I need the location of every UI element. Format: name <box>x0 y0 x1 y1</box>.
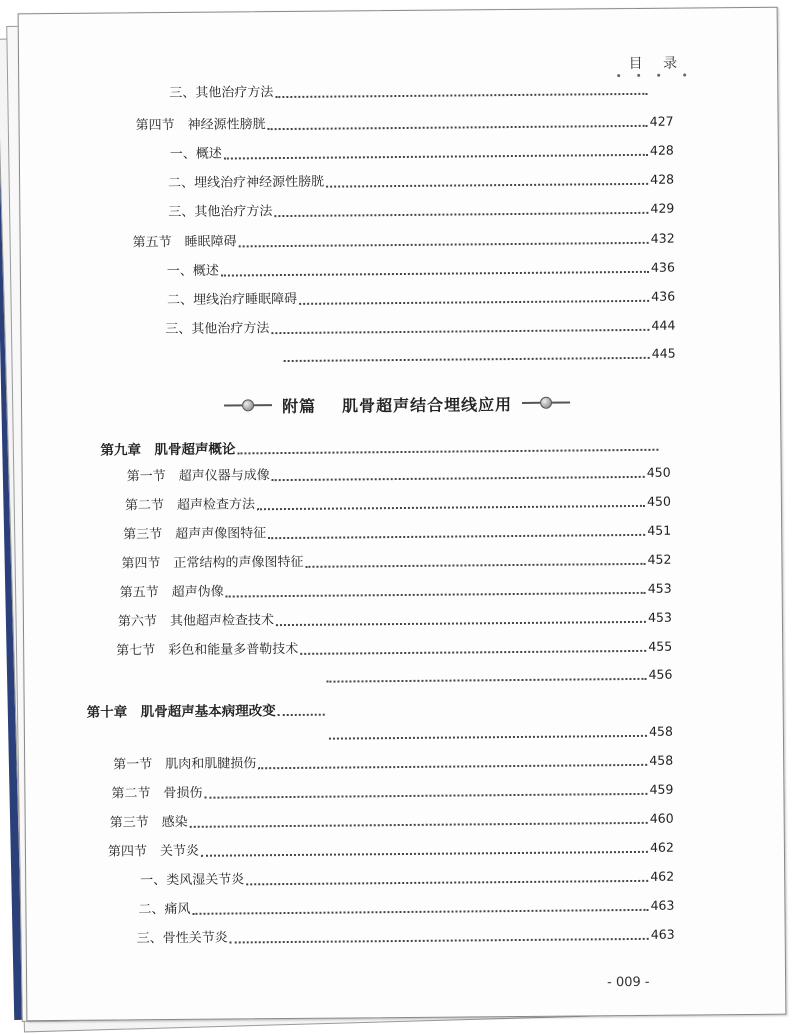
dot-leader <box>326 678 646 683</box>
toc-entry-page: 450 <box>646 493 671 509</box>
toc-entry[interactable] <box>110 810 674 833</box>
toc-entry-page: 436 <box>651 288 676 304</box>
dot-leader <box>221 271 649 277</box>
chapter-title: 第九章 肌骨超声概论 <box>100 441 236 459</box>
toc-entry[interactable] <box>116 638 672 661</box>
toc-entry-page: 429 <box>650 200 675 216</box>
toc-entry-label: 二、埋线治疗神经源性膀胱 <box>168 174 325 192</box>
toc-entry-label: 三、其他治疗方法 <box>165 321 270 338</box>
toc-entry-page: 452 <box>647 551 672 567</box>
dot-leader <box>300 650 646 655</box>
dot-leader <box>278 714 325 716</box>
toc-entry-label: 第五节 超声伪像 <box>119 584 224 601</box>
toc-entry-page: 462 <box>650 868 675 884</box>
toc-entry-label: 一、类风湿关节炎 <box>140 872 245 889</box>
toc-entry-label: 第四节 神经源性膀胱 <box>135 117 266 134</box>
toc-entry[interactable] <box>170 142 674 164</box>
running-head-ornament <box>613 70 703 81</box>
toc-entry-label: 第五节 睡眠障碍 <box>132 234 237 251</box>
toc-entry-label: 三、其他治疗方法 <box>169 85 274 102</box>
toc-entry-page: 460 <box>649 810 674 826</box>
toc-entry-page: 428 <box>649 142 674 158</box>
dot-leader <box>237 449 658 455</box>
dot-leader <box>190 822 648 828</box>
toc-entry[interactable] <box>167 288 675 310</box>
dot-leader <box>246 880 648 886</box>
dot-leader <box>284 357 650 362</box>
dot-leader <box>201 851 648 857</box>
toc-entry-label: 三、骨性关节炎 <box>136 930 228 947</box>
toc-entry[interactable] <box>136 113 674 136</box>
toc-entry-label: 第一节 肌肉和肌腱损伤 <box>113 756 257 773</box>
toc-entry-label: 三、其他治疗方法 <box>168 204 273 221</box>
toc-entry-page: 451 <box>647 522 672 538</box>
appendix-title: 肌骨超声结合埋线应用 <box>341 394 513 416</box>
toc-entry-label: 第一节 超声仪器与成像 <box>126 468 270 485</box>
toc-entry-page: 436 <box>650 259 675 275</box>
dot-leader <box>268 534 645 539</box>
toc-entry-label: 一、概述 <box>166 263 219 280</box>
dot-leader <box>326 183 648 188</box>
dot-leader <box>272 476 645 481</box>
toc-entry[interactable] <box>324 666 672 687</box>
toc-entry[interactable] <box>140 868 674 891</box>
dot-leader <box>192 909 648 915</box>
toc-entry-page: 458 <box>649 752 674 768</box>
toc-entry[interactable] <box>118 609 672 632</box>
ornament-right <box>522 397 570 409</box>
dot-leader <box>299 300 649 305</box>
toc-entry[interactable] <box>168 200 674 222</box>
toc-entry[interactable] <box>125 493 671 516</box>
toc-entry-page: 453 <box>647 580 672 596</box>
toc-entry-label: 第七节 彩色和能量多普勒技术 <box>116 641 299 659</box>
running-head: 目 录 <box>628 55 686 73</box>
dot-leader <box>224 154 648 160</box>
chapter-title: 第十章 肌骨超声基本病理改变 <box>86 703 276 721</box>
dot-leader <box>258 764 647 769</box>
toc-entry-label: 第二节 骨损伤 <box>111 785 203 802</box>
toc-entry-page: 459 <box>649 781 674 797</box>
toc-entry-page: 450 <box>646 464 671 480</box>
toc-entry-page: 444 <box>651 317 676 333</box>
dot-leader <box>230 938 649 944</box>
toc-entry[interactable] <box>282 345 676 366</box>
toc-entry-label: 二、埋线治疗睡眠障碍 <box>167 291 298 309</box>
chapter-heading[interactable] <box>87 702 327 722</box>
toc-entry-label: 第六节 其他超声检查技术 <box>117 613 275 630</box>
toc-entry-page: 427 <box>649 113 674 129</box>
toc-entry[interactable] <box>133 230 675 253</box>
toc-entry-page: 458 <box>648 723 673 739</box>
ornament-left <box>224 399 272 411</box>
dot-leader <box>271 329 649 334</box>
toc-entry[interactable] <box>127 464 671 487</box>
dot-leader <box>274 212 648 217</box>
chapter-heading[interactable] <box>100 437 660 460</box>
toc-entry-page: 432 <box>650 230 675 246</box>
toc-entry-label: 第四节 正常结构的声像图特征 <box>121 554 304 572</box>
page-number: - 009 - <box>607 974 650 991</box>
appendix-part: 附篇 <box>281 396 317 416</box>
toc-entry-page: 456 <box>648 666 673 682</box>
toc-entry-page: 428 <box>650 171 675 187</box>
appendix-heading <box>202 387 592 420</box>
toc-entry-page: 455 <box>648 638 673 654</box>
dot-leader <box>257 505 645 510</box>
toc-entry-label: 第二节 超声检查方法 <box>124 497 255 514</box>
dot-leader <box>268 125 648 130</box>
toc-page <box>18 7 787 1022</box>
toc-entry[interactable] <box>168 171 674 193</box>
dot-leader <box>329 735 647 740</box>
toc-entry[interactable] <box>165 317 675 339</box>
toc-entry-label: 一、概述 <box>169 146 222 163</box>
toc-entry-page: 462 <box>649 839 674 855</box>
toc-entry[interactable] <box>113 752 673 775</box>
toc-entry-label: 第三节 感染 <box>109 814 188 831</box>
toc-entry[interactable] <box>108 839 674 862</box>
toc-entry[interactable] <box>111 781 673 804</box>
toc-entry[interactable] <box>327 723 673 744</box>
toc-entry[interactable] <box>169 81 649 103</box>
toc-entry[interactable] <box>121 551 671 574</box>
toc-entry-page: 453 <box>647 609 672 625</box>
dot-leader <box>275 93 647 98</box>
toc-entry-page: 463 <box>650 926 675 942</box>
toc-entry-label: 第三节 超声声像图特征 <box>123 526 267 543</box>
toc-entry[interactable] <box>123 522 671 545</box>
toc-entry-label: 第四节 关节炎 <box>107 843 200 860</box>
dot-leader <box>276 621 646 626</box>
dot-leader <box>226 592 646 598</box>
toc-entry-page: 445 <box>651 345 676 361</box>
toc-entry[interactable] <box>137 926 675 949</box>
dot-leader <box>305 563 645 568</box>
toc-entry-page: 463 <box>650 897 675 913</box>
toc-entry[interactable] <box>138 897 674 920</box>
toc-entry[interactable] <box>120 580 672 603</box>
toc-entry-label: 二、痛风 <box>138 901 191 918</box>
toc-entry[interactable] <box>167 259 675 281</box>
dot-leader <box>239 242 649 248</box>
dot-leader <box>204 793 647 799</box>
